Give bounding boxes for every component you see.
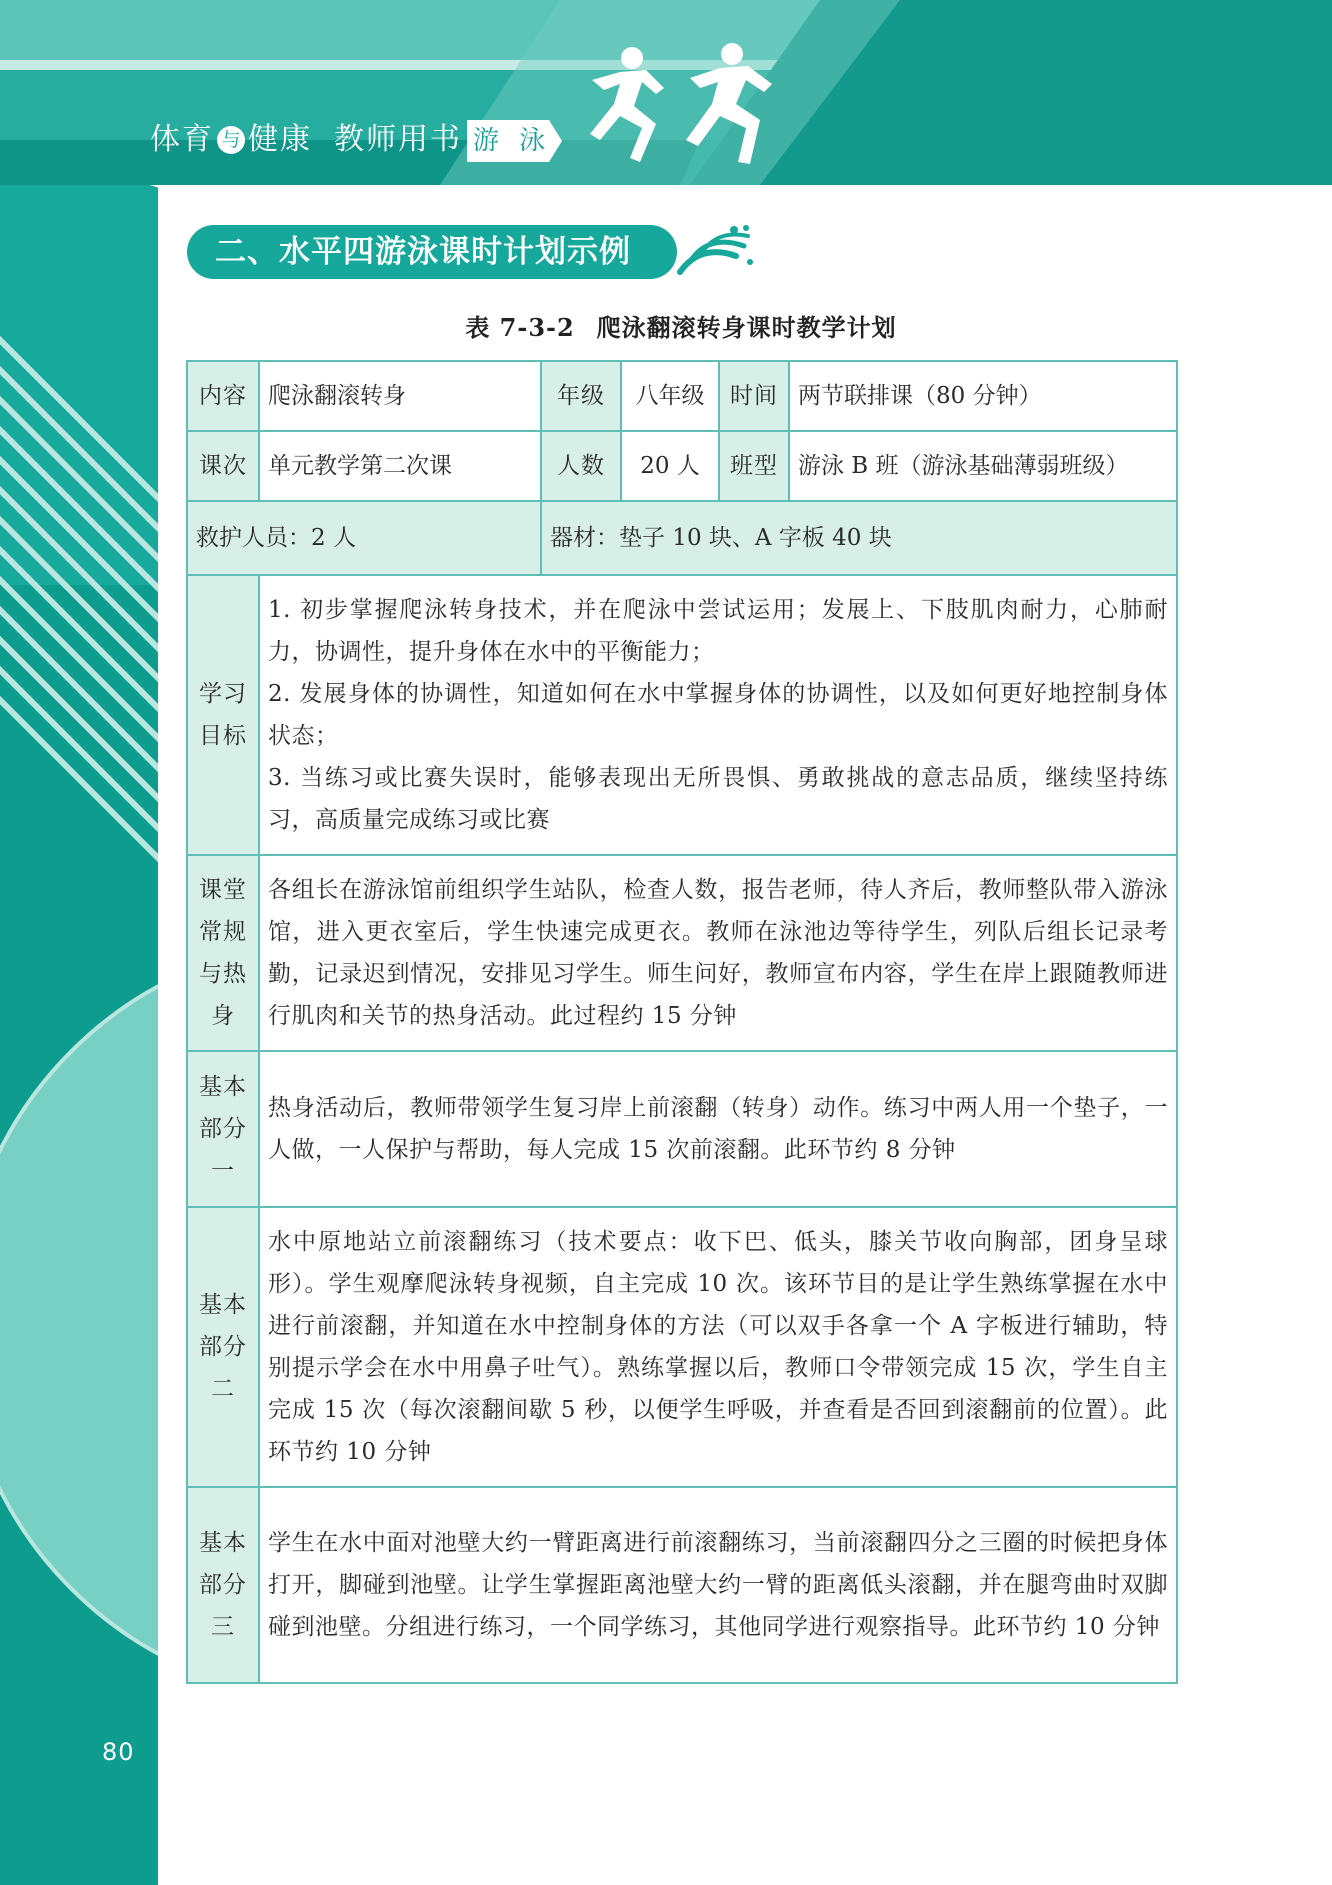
table-row: [187, 1487, 1177, 1683]
part2-label: [187, 1207, 259, 1487]
part2-label-line: 二: [211, 1376, 235, 1402]
part3-content: 学生在水中面对池壁大约一臂距离进行前滚翻练习，当前滚翻四分之三圈的时候把身体打开，脚碰到池壁。让学生掌握距离池壁大约一臂的距离低头滚翻，并在腿弯曲时双脚碰到池壁。分组进行练习，一个同学练习，其他同学进行观察指导。此环节约 10 分钟: [259, 1487, 1177, 1683]
title-yu-circle: 与: [217, 126, 245, 154]
routine-label-line: 常规: [199, 919, 247, 945]
count-label: 人数: [541, 431, 621, 501]
swimmer-wave-icon: [674, 222, 754, 282]
subject-badge: 游 泳: [472, 126, 552, 156]
lesson-plan-table: [186, 360, 1178, 1684]
title-part-teacher-book: 教师用书: [334, 122, 462, 157]
routine-label-line: 与热: [199, 961, 247, 987]
routine-content: 各组长在游泳馆前组织学生站队，检查人数，报告老师，待人齐后，教师整队带入游泳馆，进入更衣室后，学生快速完成更衣。教师在泳池边等待学生，列队后组长记录考勤，记录迟到情况，安排见习学生。师生问好，教师宣布内容，学生在岸上跟随教师进行肌肉和关节的热身活动。此过程约 15 分钟: [259, 855, 1177, 1051]
table-title: 爬泳翻滚转身课时教学计划: [596, 313, 897, 342]
time-value: 两节联排课（80 分钟）: [789, 361, 1177, 431]
rescue-staff: 救护人员：2 人: [187, 501, 541, 575]
routine-label-line: 课堂: [199, 877, 247, 903]
book-title: [150, 117, 462, 163]
goal-item: 3. 当练习或比赛失误时，能够表现出无所畏惧、勇敢挑战的意志品质，继续坚持练习，高质量完成练习或比赛: [268, 765, 1168, 833]
content-label: 内容: [187, 361, 259, 431]
table-row: [187, 1207, 1177, 1487]
routine-label: [187, 855, 259, 1051]
section-title: 二、水平四游泳课时计划示例: [215, 234, 631, 270]
part1-label-line: 一: [211, 1158, 235, 1184]
part3-label-line: 部分: [199, 1572, 247, 1598]
count-value: 20 人: [621, 431, 719, 501]
goals-label-line: 目标: [199, 723, 247, 749]
time-label: 时间: [719, 361, 789, 431]
part1-content: 热身活动后，教师带领学生复习岸上前滚翻（转身）动作。练习中两人用一个垫子，一人做，一人保护与帮助，每人完成 15 次前滚翻。此环节约 8 分钟: [259, 1051, 1177, 1207]
class-value: 游泳 B 班（游泳基础薄弱班级）: [789, 431, 1177, 501]
runners-icon: [560, 40, 800, 170]
table-caption: [186, 308, 1176, 343]
goal-item: 2. 发展身体的协调性，知道如何在水中掌握身体的协调性，以及如何更好地控制身体状态；: [268, 681, 1168, 749]
part1-label-line: 基本: [199, 1074, 247, 1100]
table-row: [187, 855, 1177, 1051]
table-row: [187, 575, 1177, 855]
grade-label: 年级: [541, 361, 621, 431]
table-row: [187, 501, 1177, 575]
table-number: 表 7-3-2: [465, 313, 575, 342]
equipment: 器材：垫子 10 块、A 字板 40 块: [541, 501, 1177, 575]
routine-label-line: 身: [211, 1003, 235, 1029]
session-value: 单元教学第二次课: [259, 431, 541, 501]
session-label: 课次: [187, 431, 259, 501]
part2-content: 水中原地站立前滚翻练习（技术要点：收下巴、低头，膝关节收向胸部，团身呈球形）。学生观摩爬泳转身视频，自主完成 10 次。该环节目的是让学生熟练掌握在水中进行前滚翻，并知道在水中控制身体的方法（可以双手各拿一个 A 字板进行辅助，特别提示学会在水中用鼻子吐气）。熟练掌握以后，教师口令带领完成 15 次，学生自主完成 15 次（每次滚翻间歇 5 秒，以便学生呼吸，并查看是否回到滚翻前的位置）。此环节约 10 分钟: [259, 1207, 1177, 1487]
grade-value: 八年级: [621, 361, 719, 431]
table-row: [187, 1051, 1177, 1207]
table-row: [187, 431, 1177, 501]
title-part-health: 健康: [248, 122, 312, 157]
part1-label: [187, 1051, 259, 1207]
part2-label-line: 部分: [199, 1334, 247, 1360]
class-label: 班型: [719, 431, 789, 501]
part3-label: [187, 1487, 259, 1683]
part1-label-line: 部分: [199, 1116, 247, 1142]
part3-label-line: 三: [211, 1614, 235, 1640]
goals-label-line: 学习: [199, 681, 247, 707]
page-number: 80: [102, 1738, 135, 1766]
title-part-sport: 体育: [150, 122, 214, 157]
table-row: [187, 361, 1177, 431]
goals-label: [187, 575, 259, 855]
goals-content: [259, 575, 1177, 855]
goal-item: 1. 初步掌握爬泳转身技术，并在爬泳中尝试运用；发展上、下肢肌肉耐力，心肺耐力，协调性，提升身体在水中的平衡能力；: [268, 597, 1168, 665]
content-value: 爬泳翻滚转身: [259, 361, 541, 431]
part3-label-line: 基本: [199, 1530, 247, 1556]
part2-label-line: 基本: [199, 1292, 247, 1318]
